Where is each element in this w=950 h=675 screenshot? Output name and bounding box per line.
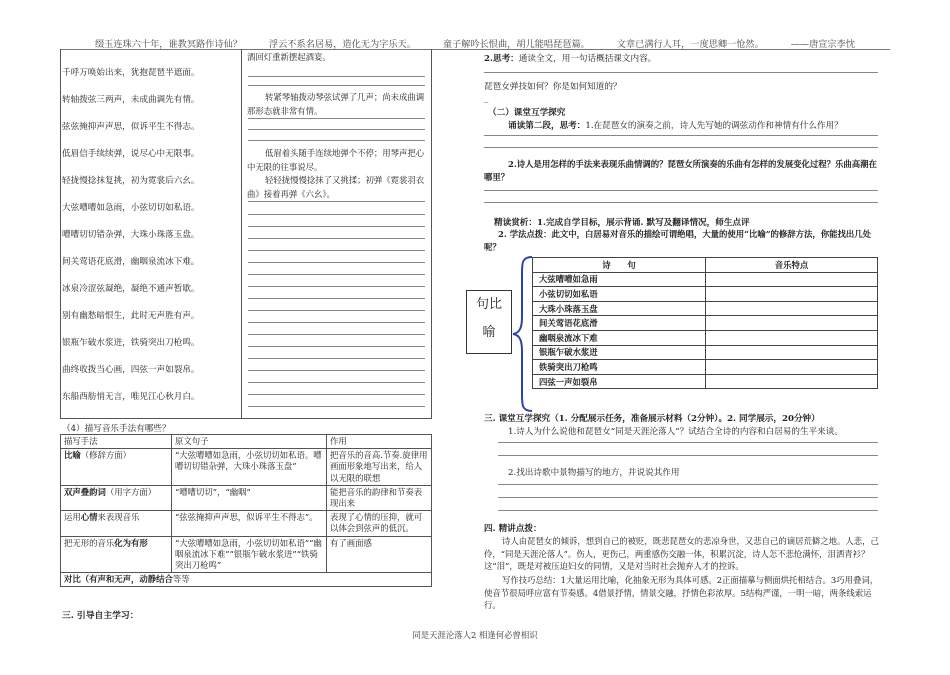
poem-sentence-cell: 间关莺语花底滑 — [533, 316, 706, 331]
answer-line — [248, 76, 425, 77]
section-guide-self-study: 三. 引导自主学习： — [62, 611, 139, 621]
table-header-cell: 音乐特点 — [706, 258, 878, 273]
poem-line: 低眉信手续续弹，说尽心中无限事。 — [62, 149, 200, 159]
section-3-heading — [484, 412, 820, 424]
poem-line: 别有幽愁暗恨生，此时无声胜有声。 — [62, 311, 200, 321]
section-2-heading: （二）课堂互学探究 — [488, 108, 566, 118]
contrast-key: 对比（有声和无声，动静结合 — [64, 574, 173, 585]
sentence-cell: “嘈嘈切切”，“幽咽” — [172, 485, 327, 510]
answer-line — [498, 484, 878, 485]
metaphor-label-box — [466, 290, 512, 354]
header-item: 童子解吟长恨曲，胡儿能唱琵琶篇。 — [442, 39, 590, 50]
answer-line — [248, 286, 425, 287]
question-2 — [484, 52, 656, 64]
method-tip — [484, 228, 880, 253]
translation-note: 低眉着头随手连续地弹个不停；用琴声把心中无限的往事说尽。 — [247, 148, 425, 172]
method-cell — [61, 511, 172, 536]
method-cell — [61, 449, 172, 486]
table-row — [61, 485, 432, 510]
answer-line — [498, 455, 878, 456]
answer-cell[interactable] — [706, 287, 878, 302]
poem-sentence-cell: 银瓶乍破水浆迸 — [533, 345, 706, 360]
effect-cell: 把音乐的音高.节奏.旋律用画面形象地写出来，给人以无限的联想 — [327, 449, 432, 486]
method-detail: （修辞方面） — [80, 450, 131, 461]
answer-cell[interactable] — [706, 374, 878, 389]
poem-line: 曲终收拨当心画，四弦一声如裂帛。 — [62, 365, 200, 375]
method-detail: 来表现音乐 — [97, 512, 140, 523]
table-header-cell: 描写手法 — [61, 435, 172, 449]
method-key: 双声叠韵词 — [64, 486, 106, 497]
header-item: 浮云不系名居易，造化无为字乐天。 — [268, 39, 416, 50]
answer-line — [498, 510, 878, 511]
poem-line: 东船西舫悄无言，唯见江心秋月白。 — [62, 392, 200, 402]
table-row — [533, 345, 878, 360]
section-3-label: 三. 课堂互学探究 — [484, 414, 551, 424]
poem-line: 轻拢慢捻抹复挑，初为霓裳后六幺。 — [62, 176, 200, 186]
question-label: 诵读第二段，思考： — [508, 121, 586, 131]
answer-line — [248, 238, 425, 239]
answer-line — [248, 382, 425, 383]
table-row — [61, 511, 432, 536]
translation-note: 轻轻拢慢慢捻抹了又挑揉；初弹《霓裳羽衣曲》接着再弹《六幺》。 — [247, 175, 425, 199]
answer-line — [498, 497, 878, 498]
table-row — [533, 301, 878, 316]
answer-line — [248, 129, 425, 130]
answer-line — [248, 226, 425, 227]
question-text: 1.在琵琶女的演奏之前，诗人先写她的调弦动作和神情有什么作用？ — [585, 121, 843, 131]
translation-note: 酒回灯重新摆起酒宴。 — [247, 52, 331, 62]
technique-question: （4）描写音乐手法有哪些？ — [62, 424, 171, 434]
method-tip-text: 此文中，白居易对音乐的描绘可谓绝唱，大量的使用“比喻”的修辞方法，你能找出几处呢？ — [484, 229, 872, 252]
poem-sentence-cell: 大弦嘈嘈如急雨 — [533, 272, 706, 287]
method-detail: （用字方面） — [105, 486, 157, 497]
table-row — [533, 258, 878, 273]
answer-line — [484, 190, 878, 191]
answer-line — [248, 394, 425, 395]
question-text: 通读全文，用一句话概括课文内容。 — [518, 54, 657, 64]
table-row — [533, 287, 878, 302]
answer-line — [248, 274, 425, 275]
method-prefix: 把无形的音乐 — [64, 537, 115, 548]
column-divider — [241, 49, 242, 418]
page-footer: 同是天涯沦落人2 相逢何必曾相识 — [412, 630, 538, 640]
answer-line — [248, 214, 425, 215]
answer-line — [484, 147, 878, 148]
translation-note: 转紧琴轴拨动琴弦试弹了几声；尚未成曲调那形态就非常有情。 — [247, 92, 425, 116]
answer-line — [484, 72, 878, 73]
poem-line: 嘈嘈切切错杂弹，大珠小珠落玉盘。 — [62, 230, 200, 240]
question-2-1 — [508, 119, 843, 131]
poem-sentence-cell: 四弦一声如裂帛 — [533, 374, 706, 389]
metaphor-label-line2: 喻 — [482, 325, 496, 340]
method-cell — [61, 536, 172, 573]
answer-line — [248, 118, 425, 119]
answer-line — [484, 135, 878, 136]
curly-brace-icon — [510, 255, 534, 413]
table-row — [533, 272, 878, 287]
method-key: 化为有形 — [114, 537, 148, 548]
answer-line — [248, 262, 425, 263]
poem-sentence-cell: 幽咽泉流冰下难 — [533, 330, 706, 345]
table-header-cell: 作用 — [327, 435, 432, 449]
blank-mark: _ — [484, 94, 489, 104]
table-row — [61, 573, 432, 587]
sentence-cell: “大弦嘈嘈如急雨，小弦切切如私语”“幽咽泉流冰下难”“银瓶乍破水浆迸”“铁骑突出刀枪鸣” — [172, 536, 327, 573]
table-header-cell: 原文句子 — [172, 435, 327, 449]
poem-sentence-cell: 铁骑突出刀枪鸣 — [533, 360, 706, 375]
table-row — [533, 316, 878, 331]
poem-sentence-cell: 大珠小珠落玉盘 — [533, 301, 706, 316]
technique-table — [60, 434, 432, 587]
question-skill: 琵琶女弹技如何？你是如何知道的？ — [484, 82, 622, 92]
page-header-quote — [0, 36, 950, 50]
answer-line — [248, 334, 425, 335]
answer-line — [498, 442, 878, 443]
intensive-reading — [494, 216, 750, 228]
question-2-2: 2.诗人是用怎样的手法来表现乐曲情调的？琵琶女所演奏的乐曲有怎样的发展变化过程？乐曲高潮在哪里？ — [484, 159, 877, 182]
poem-translation-box — [60, 49, 432, 419]
table-row — [61, 435, 432, 449]
method-key: 心情 — [80, 512, 98, 523]
exercise-2: 2.找出诗歌中景物描写的地方，并说说其作用 — [508, 468, 680, 478]
metaphor-label-line1: 句比 — [475, 297, 502, 312]
section-3-text: （1. 分配展示任务，准备展示材料（2分钟）。2. 同学展示，20分钟） — [550, 414, 820, 424]
method-key: 比喻 — [64, 450, 81, 461]
contrast-cell — [61, 573, 432, 587]
answer-line — [248, 406, 425, 407]
effect-cell: 有了画面感 — [327, 536, 432, 573]
answer-line — [248, 322, 425, 323]
answer-line — [248, 298, 425, 299]
poem-line: 弦弦掩抑声声思，似诉平生不得志。 — [62, 122, 200, 132]
sentence-cell: “弦弦掩抑声声思，似诉平生不得志”。 — [172, 511, 327, 536]
intensive-text: 1.完成自学目标，展示背诵. 默写及翻译情况，师生点评 — [536, 218, 750, 228]
table-row — [61, 536, 432, 573]
exercise-1: 1.诗人为什么说他和琵琶女“同是天涯沦落人”？试结合全诗的内容和白居易的生平来谈。 — [508, 427, 843, 437]
writing-skills-summary: 写作技巧总结：1大量运用比喻，化抽象无形为具体可感。2正面描摹与侧面烘托相结合。3巧用叠词，使音节很局呼应富有节奏感。4借景抒情，情景交融，抒情色彩浓厚。5结构严谨，一明一暗，两条线索运行。 — [484, 575, 879, 611]
answer-line — [248, 140, 425, 141]
method-tip-label: 2. 学法点拨： — [498, 229, 552, 239]
answer-line — [484, 202, 878, 203]
question-label: 2.思考： — [484, 54, 519, 64]
sentence-cell: “大弦嘈嘈如急雨，小弦切切如私语。嘈嘈切切错杂弹，大珠小珠落玉盘” — [172, 449, 327, 486]
poem-line: 银瓶乍破水浆迸，铁骑突出刀枪鸣。 — [62, 338, 200, 348]
effect-cell: 表现了心情的压抑，就可以体会到弦声的低沉。 — [327, 511, 432, 536]
answer-line — [248, 358, 425, 359]
metaphor-music-table — [532, 257, 878, 389]
answer-line — [248, 85, 425, 86]
header-author: ——唐宣宗李忱 — [790, 39, 855, 50]
explanation-paragraph: 诗人由琵琶女的倾诉，想到自己的被贬，既悲琵琶女的悲凉身世，又悲自己的谪居荒僻之地。人悲，己伶，“同是天涯沦落人”。伤人，更伤己，两重感伤交融一体，积累沉淀，诗人怎不悲怆满怀，泪洒青衫？这“泪”，既是对被压迫妇女的同情，又是对当时社会抛弃人才的控诉。 — [484, 536, 879, 572]
answer-cell[interactable] — [706, 272, 878, 287]
poem-line: 间关莺语花底滑，幽咽泉流冰下难。 — [62, 257, 200, 267]
header-item: 文章已满行人耳，一度思卿一怆然。 — [616, 39, 764, 50]
table-row — [61, 449, 432, 486]
answer-line — [248, 346, 425, 347]
answer-cell[interactable] — [706, 316, 878, 331]
method-cell — [61, 485, 172, 510]
answer-line — [248, 201, 425, 202]
section-4-heading: 四. 精讲点拨： — [484, 524, 542, 534]
answer-cell[interactable] — [706, 345, 878, 360]
method-prefix: 运用 — [64, 512, 81, 523]
table-row — [533, 360, 878, 375]
answer-cell[interactable] — [706, 360, 878, 375]
answer-line — [248, 250, 425, 251]
answer-cell[interactable] — [706, 301, 878, 316]
answer-line — [248, 370, 425, 371]
poem-line: 转轴拨弦三两声，未成曲调先有情。 — [62, 95, 200, 105]
effect-cell: 能把音乐的韵律和节奏表现出来 — [327, 485, 432, 510]
answer-cell[interactable] — [706, 330, 878, 345]
intensive-label: 精读赏析： — [494, 218, 537, 228]
poem-line: 大弦嘈嘈如急雨，小弦切切如私语。 — [62, 203, 200, 213]
poem-line: 冰泉冷涩弦凝绝，凝绝不通声暂歇。 — [62, 284, 200, 294]
table-row — [533, 330, 878, 345]
poem-sentence-cell: 小弦切切如私语 — [533, 287, 706, 302]
contrast-detail: 等等 — [172, 574, 190, 585]
table-header-cell: 诗 句 — [533, 258, 706, 273]
header-item: 缀玉连珠六十年，谁教冥路作诗仙？ — [95, 39, 242, 50]
answer-line — [248, 310, 425, 311]
table-row — [533, 374, 878, 389]
poem-line: 千呼万唤始出来，犹抱琵琶半遮面。 — [62, 68, 200, 78]
